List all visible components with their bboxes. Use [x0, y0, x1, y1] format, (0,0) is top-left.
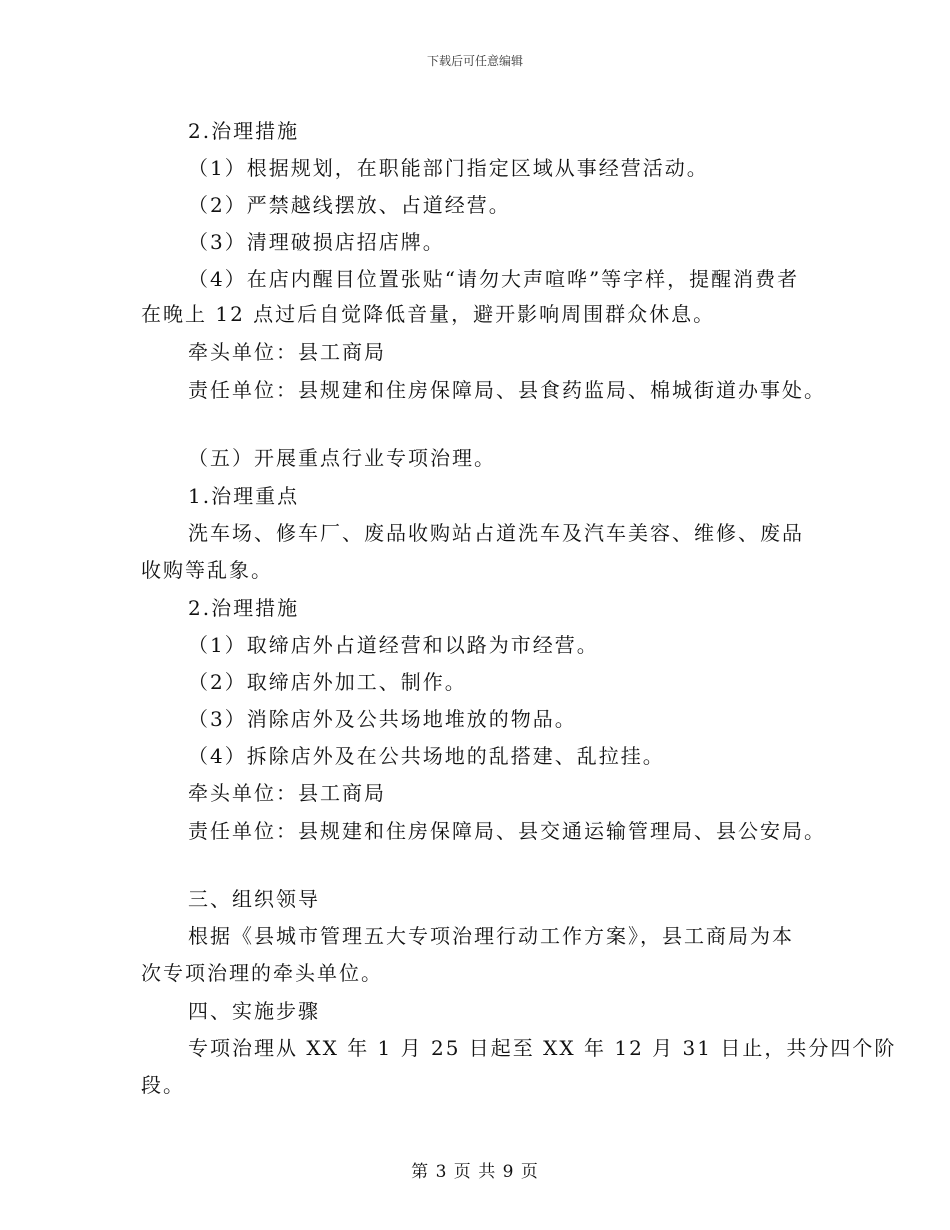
steps-paragraph: 专项治理从 XX 年 1 月 25 日起至 XX 年 12 月 31 日止，共分四个阶 [188, 1036, 897, 1060]
measures-heading: 2.治理措施 [188, 119, 300, 143]
responsible-units-2: 责任单位：县规建和住房保障局、县交通运输管理局、县公安局。 [188, 819, 826, 843]
focus-paragraph: 洗车场、修车厂、废品收购站占道洗车及汽车美容、维修、废品 [188, 521, 804, 545]
measure-item-4-continuation: 在晚上 12 点过后自觉降低音量，避开影响周围群众休息。 [141, 302, 716, 326]
section-heading-3: 三、组织领导 [188, 887, 320, 911]
measure-item-2b: （2）取缔店外加工、制作。 [188, 670, 467, 694]
measure-item-4: （4）在店内醒目位置张贴“请勿大声喧哗”等字样，提醒消费者 [188, 267, 800, 291]
measures-heading-2: 2.治理措施 [188, 596, 300, 620]
section-heading-4: 四、实施步骤 [188, 999, 320, 1023]
measure-item-3b: （3）消除店外及公共场地堆放的物品。 [188, 707, 577, 731]
measure-item-3: （3）清理破损店招店牌。 [188, 230, 445, 254]
lead-unit-2: 牵头单位：县工商局 [188, 781, 386, 805]
page-header: 下载后可任意编辑 [426, 54, 523, 68]
measure-item-4b: （4）拆除店外及在公共场地的乱搭建、乱拉挂。 [188, 744, 665, 768]
lead-unit: 牵头单位：县工商局 [188, 340, 386, 364]
focus-paragraph-continuation: 收购等乱象。 [141, 558, 273, 582]
focus-heading: 1.治理重点 [188, 484, 300, 508]
organization-paragraph: 根据《县城市管理五大专项治理行动工作方案》，县工商局为本 [188, 924, 794, 948]
responsible-units: 责任单位：县规建和住房保障局、县食药监局、棉城街道办事处。 [188, 378, 826, 402]
steps-paragraph-continuation: 段。 [141, 1073, 185, 1097]
measure-item-1: （1）根据规划，在职能部门指定区域从事经营活动。 [188, 156, 709, 180]
measure-item-1b: （1）取缔店外占道经营和以路为市经营。 [188, 633, 599, 657]
page-footer: 第 3 页 共 9 页 [411, 1162, 539, 1182]
organization-paragraph-continuation: 次专项治理的牵头单位。 [141, 961, 383, 985]
section-heading-5: （五）开展重点行业专项治理。 [188, 446, 496, 470]
measure-item-2: （2）严禁越线摆放、占道经营。 [188, 193, 511, 217]
